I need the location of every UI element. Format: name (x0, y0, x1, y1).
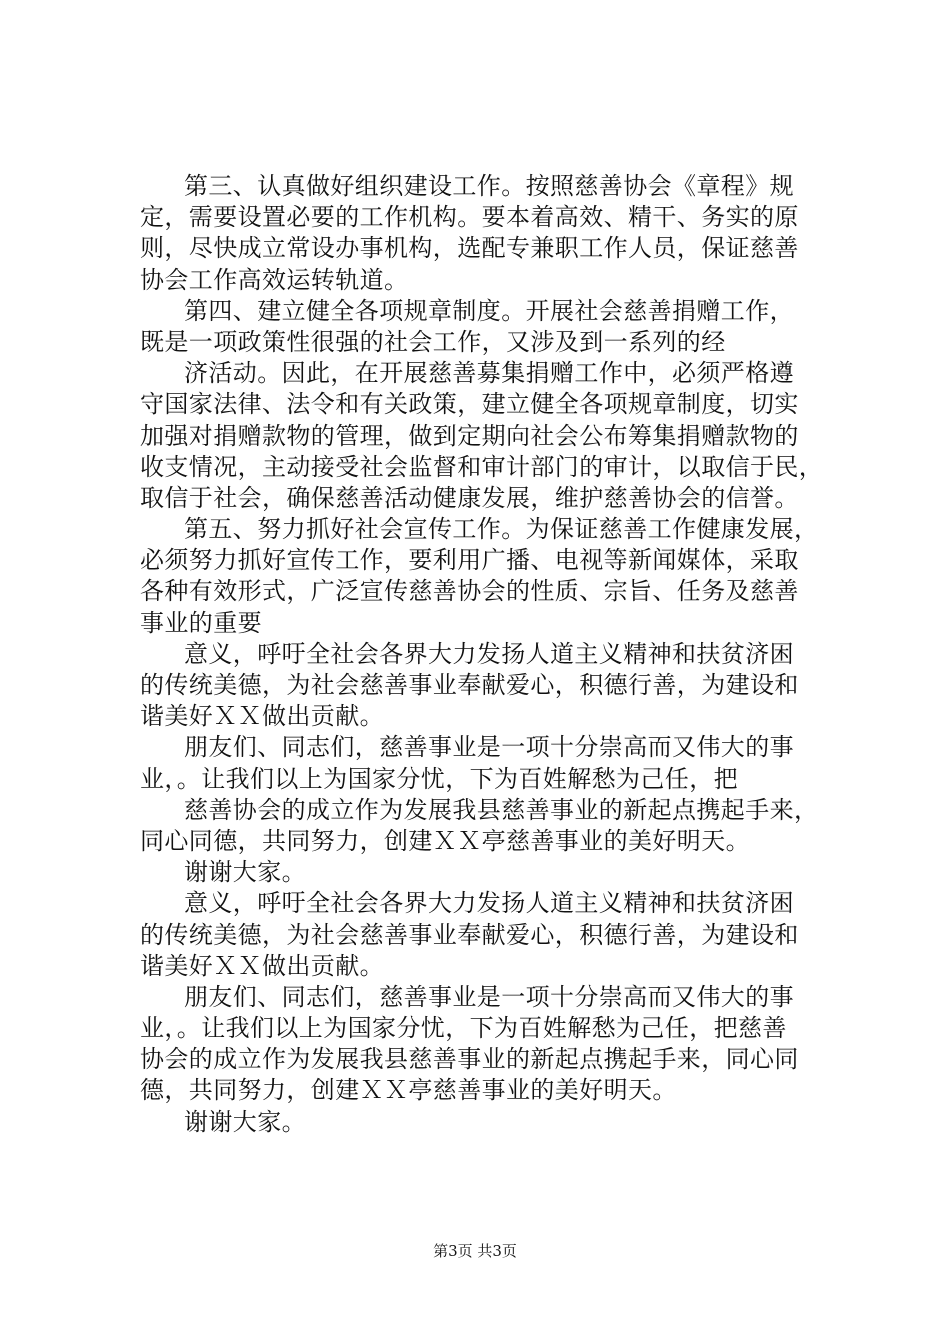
text-line: 协会的成立作为发展我县慈善事业的新起点携起手来，同心同 (140, 1045, 799, 1074)
text-line: 业，。让我们以上为国家分忧，下为百姓解愁为己任，把 (140, 764, 738, 793)
text-line: 第四、建立健全各项规章制度。开展社会慈善捐赠工作， (184, 296, 794, 325)
text-line: 则，尽快成立常设办事机构，选配专兼职工作人员，保证慈善 (140, 234, 799, 263)
text-line: 各种有效形式，广泛宣传慈善协会的性质、宗旨、任务及慈善 (140, 577, 799, 606)
text-line: 必须努力抓好宣传工作，要利用广播、电视等新闻媒体，采取 (140, 546, 799, 575)
text-line: 谢谢大家。 (184, 858, 306, 887)
page-footer: 第3页 共3页 (433, 1242, 517, 1260)
text-line: 加强对捐赠款物的管理，做到定期向社会公布筹集捐赠款物的 (140, 421, 799, 450)
text-line: 朋友们、同志们，慈善事业是一项十分崇高而又伟大的事 (184, 733, 794, 762)
text-line: 意义，呼吁全社会各界大力发扬人道主义精神和扶贫济困 (184, 889, 794, 918)
text-line: 济活动。因此，在开展慈善募集捐赠工作中，必须严格遵 (184, 359, 794, 388)
text-line: 协会工作高效运转轨道。 (140, 265, 409, 294)
text-line: 既是一项政策性很强的社会工作，又涉及到一系列的经 (140, 327, 726, 356)
text-line: 取信于社会，确保慈善活动健康发展，维护慈善协会的信誉。 (140, 483, 799, 512)
text-line: 第三、认真做好组织建设工作。按照慈善协会《章程》规 (184, 172, 794, 200)
text-line: 慈善协会的成立作为发展我县慈善事业的新起点携起手来， (184, 795, 819, 824)
text-line: 同心同德，共同努力，创建ＸＸ亭慈善事业的美好明天。 (140, 826, 750, 855)
text-line: 朋友们、同志们，慈善事业是一项十分崇高而又伟大的事 (184, 982, 794, 1011)
text-line: 德，共同努力，创建ＸＸ亭慈善事业的美好明天。 (140, 1076, 677, 1105)
text-line: 业，。让我们以上为国家分忧，下为百姓解愁为己任，把慈善 (140, 1014, 787, 1043)
text-line: 守国家法律、法令和有关政策，建立健全各项规章制度，切实 (140, 390, 799, 419)
text-line: 的传统美德，为社会慈善事业奉献爱心，积德行善，为建设和 (140, 920, 799, 949)
text-line: 谐美好ＸＸ做出贡献。 (140, 702, 384, 731)
text-line: 意义，呼吁全社会各界大力发扬人道主义精神和扶贫济困 (184, 639, 794, 668)
text-line: 定，需要设置必要的工作机构。要本着高效、精干、务实的原 (140, 203, 799, 232)
text-line: 收支情况，主动接受社会监督和审计部门的审计，以取信于民， (140, 452, 824, 481)
text-line: 谐美好ＸＸ做出贡献。 (140, 951, 384, 980)
text-line: 的传统美德，为社会慈善事业奉献爱心，积德行善，为建设和 (140, 671, 799, 699)
document-body (140, 171, 840, 1138)
text-line: 第五、努力抓好社会宣传工作。为保证慈善工作健康发展， (184, 515, 819, 544)
text-line: 事业的重要 (140, 608, 262, 637)
text-line: 谢谢大家。 (184, 1107, 306, 1136)
